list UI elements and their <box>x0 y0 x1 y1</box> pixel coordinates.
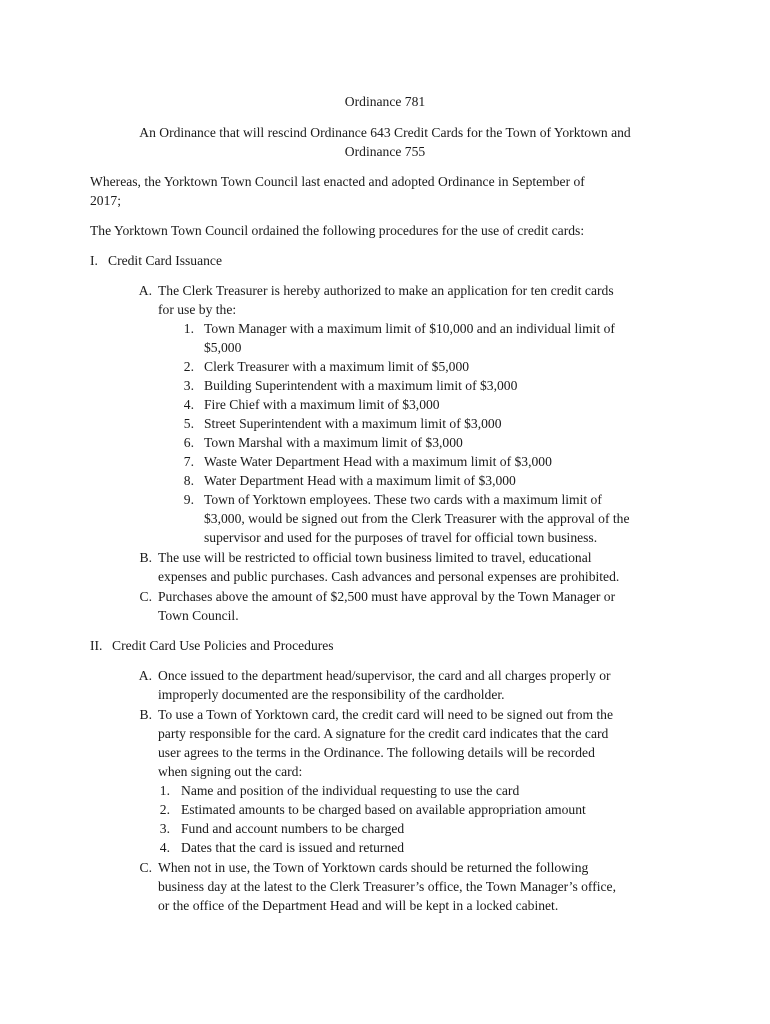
section-1-a-line-1: The Clerk Treasurer is hereby authorized to make an application for ten credit cards <box>158 283 614 298</box>
card-item-9-line-2: $3,000, would be signed out from the Clerk Treasurer with the approval of the <box>204 511 630 526</box>
record-item-1-marker: 1. <box>159 783 170 798</box>
section-1-a-line-2: for use by the: <box>158 302 237 317</box>
record-item-2-line-1: Estimated amounts to be charged based on available appropriation amount <box>181 802 586 817</box>
card-item-2-line-1: Clerk Treasurer with a maximum limit of $5,000 <box>204 359 470 374</box>
card-item-1-line-2: $5,000 <box>204 340 242 355</box>
ordinance-subtitle-line-2: Ordinance 755 <box>344 144 426 159</box>
section-2-b-line-4: when signing out the card: <box>158 764 303 779</box>
card-item-6-line-1: Town Marshal with a maximum limit of $3,000 <box>204 435 463 450</box>
section-1-c-line-2: Town Council. <box>158 608 239 623</box>
section-2-a-marker: A. <box>138 668 152 683</box>
section-2-b-line-2: party responsible for the card. A signature for the credit card indicates that the card <box>158 726 609 741</box>
ordinance-subtitle-line-1: An Ordinance that will rescind Ordinance 643 Credit Cards for the Town of Yorktown and <box>139 125 631 140</box>
record-item-1-line-1: Name and position of the individual requesting to use the card <box>181 783 520 798</box>
card-item-1-marker: 1. <box>183 321 194 336</box>
section-1-c-line-1: Purchases above the amount of $2,500 must have approval by the Town Manager or <box>158 589 616 604</box>
card-item-9-marker: 9. <box>183 492 194 507</box>
record-item-4-line-1: Dates that the card is issued and returned <box>181 840 405 855</box>
section-1-b-line-2: expenses and public purchases. Cash advances and personal expenses are prohibited. <box>158 569 620 584</box>
ordained-paragraph: The Yorktown Town Council ordained the following procedures for the use of credit cards: <box>90 223 585 238</box>
record-item-2-marker: 2. <box>159 802 170 817</box>
ordinance-title: Ordinance 781 <box>344 94 426 109</box>
card-item-6-marker: 6. <box>183 435 194 450</box>
section-2-b-line-1: To use a Town of Yorktown card, the credit card will need to be signed out from the <box>158 707 614 722</box>
section-2-heading: Credit Card Use Policies and Procedures <box>112 638 334 653</box>
section-2-a-line-2: improperly documented are the responsibility of the cardholder. <box>158 687 505 702</box>
section-1-b-marker: B. <box>139 550 152 565</box>
section-1-heading: Credit Card Issuance <box>108 253 223 268</box>
card-item-5-marker: 5. <box>183 416 194 431</box>
card-item-3-marker: 3. <box>183 378 194 393</box>
card-item-7-marker: 7. <box>183 454 194 469</box>
section-2-c-line-1: When not in use, the Town of Yorktown cards should be returned the following <box>158 860 589 875</box>
card-item-5-line-1: Street Superintendent with a maximum limit of $3,000 <box>204 416 502 431</box>
section-2-c-marker: C. <box>139 860 152 875</box>
section-2-marker: II. <box>90 638 103 653</box>
card-item-3-line-1: Building Superintendent with a maximum limit of $3,000 <box>204 378 518 393</box>
section-1-b-line-1: The use will be restricted to official town business limited to travel, educational <box>158 550 592 565</box>
record-item-3-marker: 3. <box>159 821 170 836</box>
section-2-c-line-2: business day at the latest to the Clerk Treasurer’s office, the Town Manager’s office, <box>158 879 616 894</box>
section-1-c-marker: C. <box>139 589 152 604</box>
card-item-7-line-1: Waste Water Department Head with a maximum limit of $3,000 <box>204 454 552 469</box>
whereas-line-1: Whereas, the Yorktown Town Council last enacted and adopted Ordinance in September of <box>90 174 585 189</box>
section-1-marker: I. <box>90 253 98 268</box>
card-item-2-marker: 2. <box>183 359 194 374</box>
section-2-a-line-1: Once issued to the department head/supervisor, the card and all charges properly or <box>158 668 611 683</box>
card-item-9-line-1: Town of Yorktown employees. These two cards with a maximum limit of <box>204 492 602 507</box>
card-item-4-marker: 4. <box>183 397 194 412</box>
card-item-9-line-3: supervisor and used for the purposes of travel for official town business. <box>204 530 598 545</box>
whereas-line-2: 2017; <box>90 193 121 208</box>
card-item-8-marker: 8. <box>183 473 194 488</box>
card-item-8-line-1: Water Department Head with a maximum limit of $3,000 <box>204 473 516 488</box>
section-2-c-line-3: or the office of the Department Head and will be kept in a locked cabinet. <box>158 898 559 913</box>
record-item-3-line-1: Fund and account numbers to be charged <box>181 821 405 836</box>
section-2-b-line-3: user agrees to the terms in the Ordinance. The following details will be recorded <box>158 745 595 760</box>
record-item-4-marker: 4. <box>159 840 170 855</box>
card-item-4-line-1: Fire Chief with a maximum limit of $3,000 <box>204 397 440 412</box>
section-1-a-marker: A. <box>138 283 152 298</box>
section-2-b-marker: B. <box>139 707 152 722</box>
card-item-1-line-1: Town Manager with a maximum limit of $10,000 and an individual limit of <box>204 321 615 336</box>
